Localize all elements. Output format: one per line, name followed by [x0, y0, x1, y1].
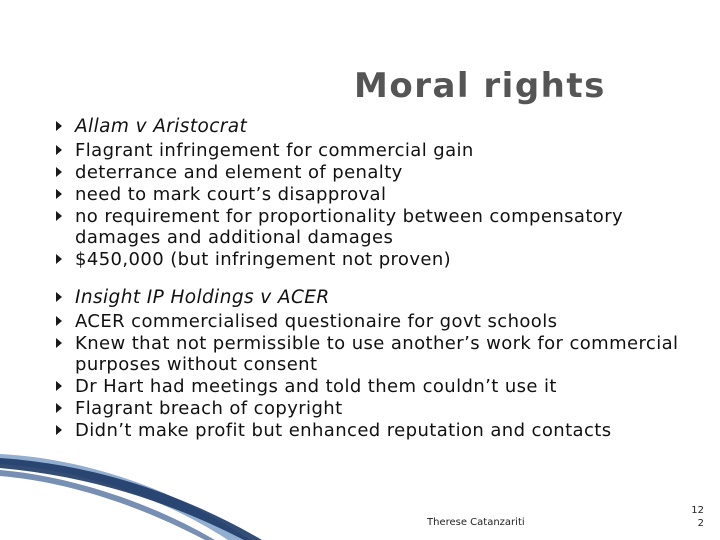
list-item-text: Didn’t make profit but enhanced reputation and contacts	[75, 420, 612, 441]
list-item	[56, 398, 696, 419]
list-item	[56, 333, 696, 375]
list-item	[56, 206, 696, 248]
list-item-text: Knew that not permissible to use another’s work for commercial purposes without consent	[75, 333, 679, 375]
list-item-text: Dr Hart had meetings and told them couldn’t use it	[75, 376, 557, 397]
bullet-arrow-icon	[56, 189, 62, 199]
list-item-text: no requirement for proportionality between compensatory damages and additional damages	[75, 206, 624, 248]
list-item	[56, 376, 696, 397]
list-item-text: Flagrant breach of copyright	[75, 398, 343, 419]
bullet-arrow-icon	[56, 211, 62, 221]
list-item	[56, 140, 696, 161]
bullet-arrow-icon	[56, 338, 62, 348]
page-number-line2: 2	[697, 518, 704, 529]
bullet-arrow-icon	[56, 381, 62, 391]
page-number	[684, 504, 704, 530]
case-heading-allam	[56, 114, 696, 139]
bullet-arrow-icon	[56, 292, 62, 302]
swoosh-band-dark	[0, 458, 262, 540]
list-item	[56, 184, 696, 205]
list-item-text: deterrance and element of penalty	[75, 162, 403, 183]
bullet-arrow-icon	[56, 425, 62, 435]
slide-content	[56, 114, 696, 441]
footer-author: Therese Catanzariti	[427, 517, 525, 528]
bullet-arrow-icon	[56, 254, 62, 264]
list-item	[56, 420, 696, 441]
case-heading-insight	[56, 285, 696, 310]
list-item-text: Flagrant infringement for commercial gain	[75, 140, 474, 161]
page-number-line1: 12	[691, 505, 704, 516]
list-item	[56, 249, 696, 270]
bullet-arrow-icon	[56, 403, 62, 413]
case-heading-text: Allam v Aristocrat	[75, 116, 248, 137]
case-heading-text: Insight IP Holdings v ACER	[75, 287, 330, 308]
list-item-text: need to mark court’s disapproval	[75, 184, 387, 205]
list-item	[56, 311, 696, 332]
swoosh-decoration-icon	[0, 440, 720, 540]
bullet-arrow-icon	[56, 121, 62, 131]
list-item-text: ACER commercialised questionaire for govt schools	[75, 311, 558, 332]
bullet-arrow-icon	[56, 167, 62, 177]
slide-title: Moral rights	[354, 66, 606, 106]
bullet-arrow-icon	[56, 316, 62, 326]
list-item-text: $450,000 (but infringement not proven)	[75, 249, 452, 270]
bullet-arrow-icon	[56, 145, 62, 155]
list-item	[56, 162, 696, 183]
